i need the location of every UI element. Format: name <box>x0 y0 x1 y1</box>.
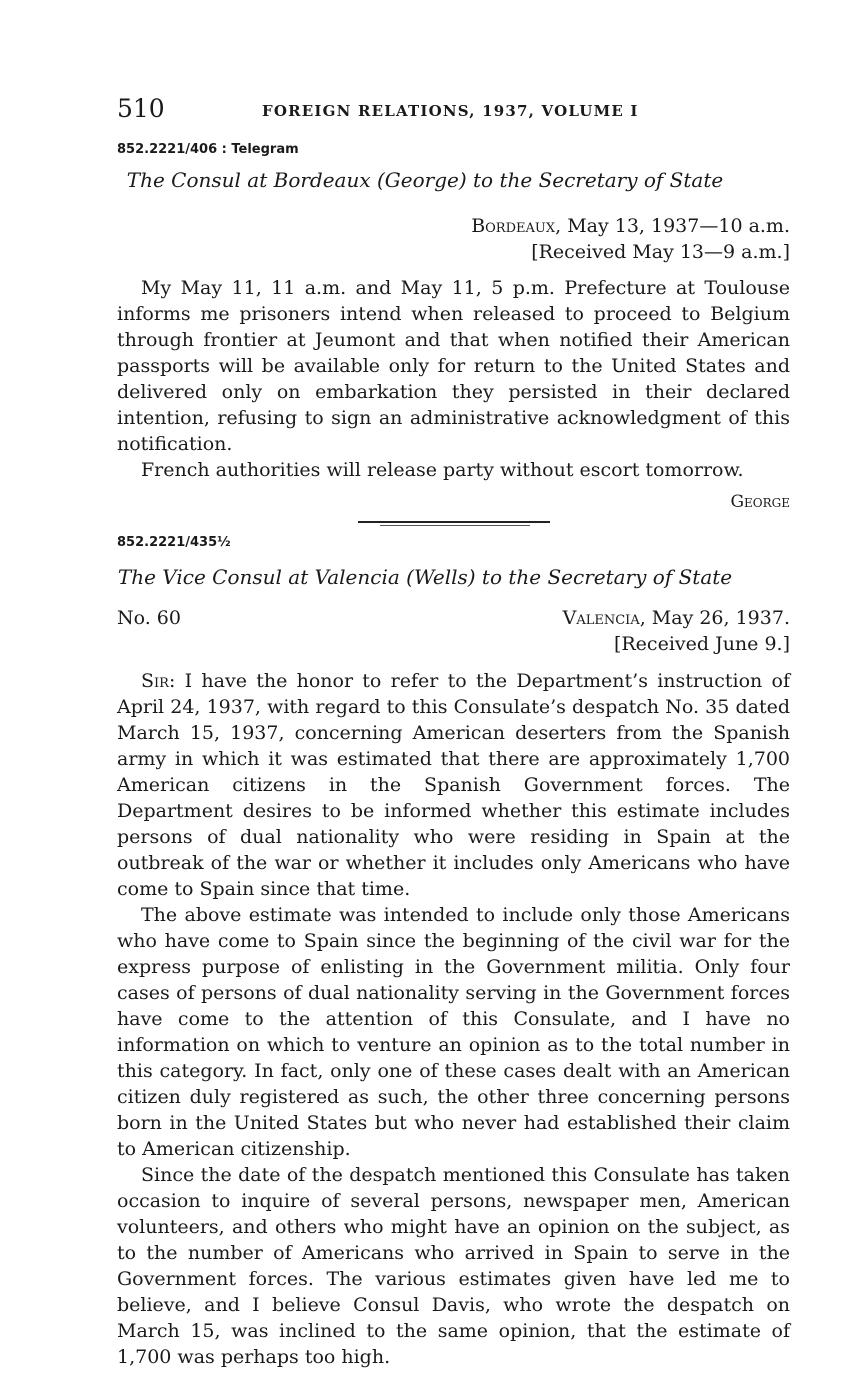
doc-title-2: The Vice Consul at Valencia (Wells) to the Secretary of State <box>117 565 733 589</box>
doc2-paragraph-1-text: : I have the honor to refer to the Department’s instruction of April 24, 1937, with regard to this Consulate’s despatch No. 35 dated March 15, 1937, concerning American deserters from the Spanish army in which it was estimated that there are approximately 1,700 American citizens in the Spanish Government forces. The Department desires to be informed whether this estimate includes persons of dual nationality who were residing in Spain at the outbreak of the war or whether it includes only Americans who have come to Spain since that time. <box>117 670 790 900</box>
doc-title-1: The Consul at Bordeaux (George) to the Secretary of State <box>126 168 724 192</box>
dateline-date-1: , May 13, 1937—10 a.m. <box>555 215 790 237</box>
section-divider <box>358 521 550 523</box>
page-number: 510 <box>117 94 165 123</box>
doc2-body <box>117 668 790 1370</box>
file-number-2: 852.2221/435½ <box>117 535 231 550</box>
doc2-paragraph-3: Since the date of the despatch mentioned this Consulate has taken occasion to inquire of several persons, newspaper men, American volunteers, and others who might have an opinion on the subject, as to the number of Americans who arrived in Spain to serve in the Government forces. The various estimates given have led me to believe, and I believe Consul Davis, who wrote the despatch on March 15, was inclined to the same opinion, that the estimate of 1,700 was perhaps too high. <box>117 1164 790 1368</box>
running-head: FOREIGN RELATIONS, 1937, VOLUME I <box>262 102 639 120</box>
doc2-paragraph-2: The above estimate was intended to include only those Americans who have come to Spain since the beginning of the civil war for the express purpose of enlisting in the Government militia. Only four cases of persons of dual nationality serving in the Government forces have come to the attention of this Consulate, and I have no information on which to venture an opinion as to the total number in this category. In fact, only one of these cases dealt with an American citizen duly registered as such, the other three concerning persons born in the United States but who never had established their claim to American citizenship. <box>117 904 790 1160</box>
doc1-paragraph-2: French authorities will release party without escort tomorrow. <box>141 459 744 481</box>
signature-1: George <box>730 492 790 512</box>
dateline-place-2: Valencia <box>562 607 640 629</box>
dateline-1 <box>471 213 790 239</box>
received-line-2: [Received June 9.] <box>613 633 790 655</box>
doc1-body <box>117 275 790 483</box>
dateline-date-2: , May 26, 1937. <box>639 607 790 629</box>
file-number-1: 852.2221/406 : Telegram <box>117 142 299 157</box>
salutation: Sir <box>141 670 169 692</box>
dateline-2 <box>563 605 790 631</box>
received-line-1: [Received May 13—9 a.m.] <box>531 241 790 263</box>
doc1-paragraph-1: My May 11, 11 a.m. and May 11, 5 p.m. Prefecture at Toulouse informs me prisoners intend when released to proceed to Belgium through frontier at Jeumont and that when notified their American passports will be available only for return to the United States and delivered only on embarkation they persisted in their declared intention, refusing to sign an administrative acknowledgment of this notification. <box>117 277 790 455</box>
dateline-place-1: Bordeaux <box>471 215 556 237</box>
despatch-number: No. 60 <box>117 607 181 629</box>
section-divider-underline <box>380 525 530 526</box>
doc2-paragraph-1 <box>117 668 790 902</box>
